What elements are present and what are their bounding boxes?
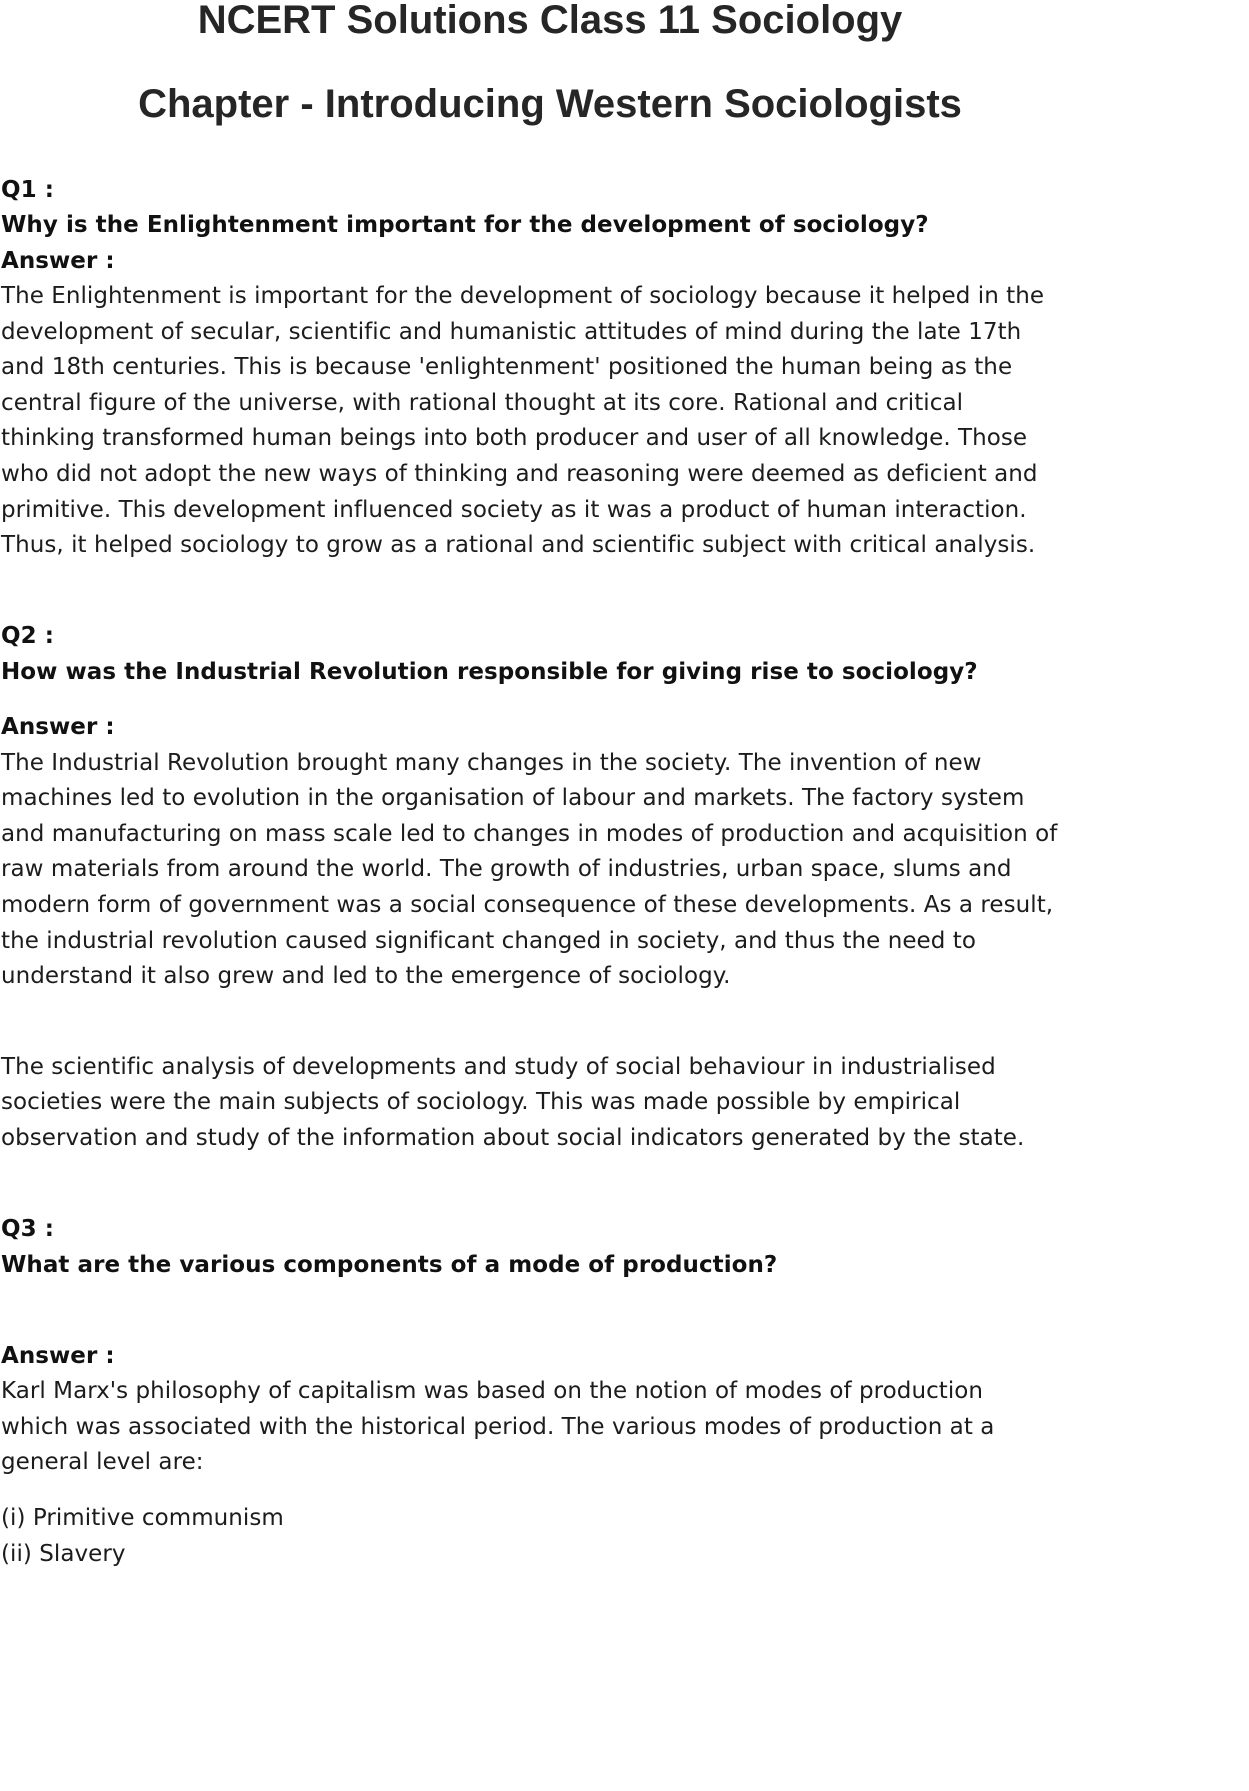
q1-answer-line: primitive. This development influenced society as it was a product of human interaction.: [1, 497, 1027, 523]
q2-answer-line: the industrial revolution caused significant changed in society, and thus the need to: [1, 928, 976, 954]
list-item: (i) Primitive communism: [1, 1505, 284, 1531]
q3-label: Q3 :: [1, 1216, 54, 1242]
q2-answer-line: raw materials from around the world. The growth of industries, urban space, slums and: [1, 856, 1012, 882]
q2-answer-line: observation and study of the information about social indicators generated by the state.: [1, 1125, 1025, 1151]
q2-answer-line: The Industrial Revolution brought many changes in the society. The invention of new: [1, 750, 982, 776]
q1-answer-line: who did not adopt the new ways of thinking and reasoning were deemed as deficient and: [1, 461, 1038, 487]
q1-answer-line: Thus, it helped sociology to grow as a rational and scientific subject with critical analysis.: [1, 532, 1036, 558]
q2-answer-line: and manufacturing on mass scale led to changes in modes of production and acquisition of: [1, 821, 1058, 847]
chapter-title: Chapter - Introducing Western Sociologists: [138, 82, 962, 126]
q1-label: Q1 :: [1, 177, 54, 203]
q1-answer-line: The Enlightenment is important for the development of sociology because it helped in the: [1, 283, 1045, 309]
q2-answer-line: The scientific analysis of developments and study of social behaviour in industrialised: [1, 1054, 996, 1080]
q2-answer-line: understand it also grew and led to the emergence of sociology.: [1, 963, 731, 989]
q1-answer-line: thinking transformed human beings into both producer and user of all knowledge. Those: [1, 425, 1028, 451]
page-title: NCERT Solutions Class 11 Sociology: [197, 0, 903, 42]
q1-answer-line: and 18th centuries. This is because 'enlightenment' positioned the human being as the: [1, 354, 1013, 380]
q3-question: What are the various components of a mode of production?: [1, 1252, 778, 1278]
q2-question: How was the Industrial Revolution responsible for giving rise to sociology?: [1, 659, 978, 685]
q1-answer-line: central figure of the universe, with rational thought at its core. Rational and critical: [1, 390, 964, 416]
q2-answer-line: modern form of government was a social consequence of these developments. As a result,: [1, 892, 1054, 918]
q1-question: Why is the Enlightenment important for the development of sociology?: [1, 212, 929, 238]
q3-answer-line: Karl Marx's philosophy of capitalism was based on the notion of modes of production: [1, 1378, 984, 1404]
q2-answer-line: societies were the main subjects of sociology. This was made possible by empirical: [1, 1089, 961, 1115]
q3-answer-label: Answer :: [1, 1343, 115, 1369]
list-item: (ii) Slavery: [1, 1541, 126, 1567]
q1-answer-label: Answer :: [1, 248, 115, 274]
q3-answer-line: which was associated with the historical period. The various modes of production at a: [1, 1414, 995, 1440]
q2-answer-label: Answer :: [1, 714, 115, 740]
q3-answer-line: general level are:: [1, 1449, 204, 1475]
q1-answer-line: development of secular, scientific and humanistic attitudes of mind during the late 17th: [1, 319, 1022, 345]
q2-answer-line: machines led to evolution in the organisation of labour and markets. The factory system: [1, 785, 1025, 811]
q2-label: Q2 :: [1, 623, 54, 649]
